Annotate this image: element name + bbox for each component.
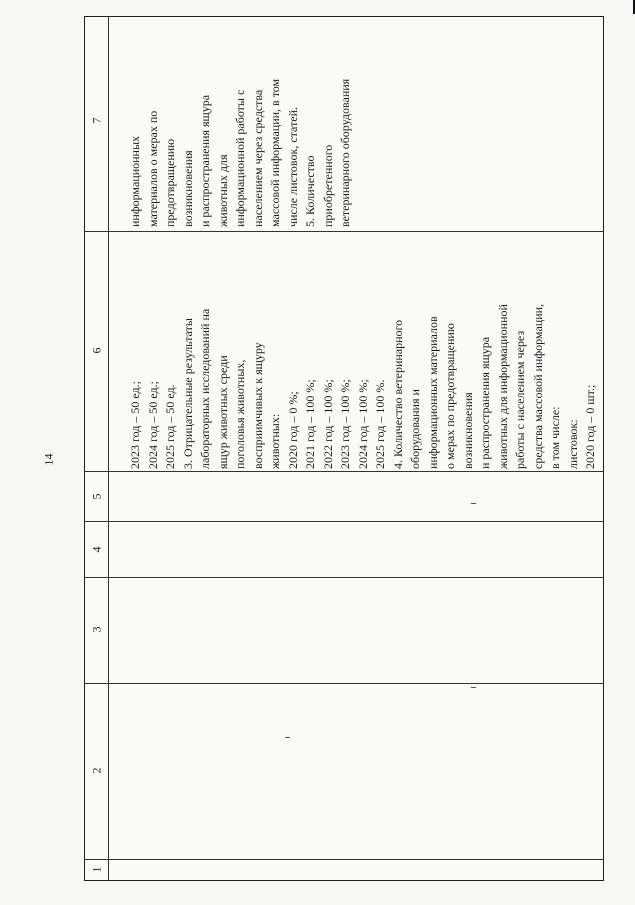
column-5-band (85, 472, 603, 522)
column-7-line: 5. Количество (303, 155, 317, 227)
scan-mark (285, 737, 290, 738)
column-6-line: 2020 год – 0 шт.; (583, 384, 597, 469)
column-7-line: информационных (128, 135, 142, 227)
column-6-line: восприимчивых к ящуру (250, 342, 265, 469)
column-6-line: 2022 год – 100 %; (320, 379, 335, 469)
document-table (84, 16, 604, 881)
column-6-line: поголовья животных, (233, 359, 247, 469)
column-6-line: 2023 год – 100 %; (338, 379, 352, 469)
column-number-1: 1 (89, 866, 104, 873)
column-6-line: животных: (268, 413, 282, 469)
column-7-line: приобретенного (320, 144, 335, 227)
column-6-line: листовок: (565, 419, 580, 469)
column-7-text (127, 79, 355, 227)
column-7-line: населением через средства (250, 89, 265, 227)
column-6-line: ящур животных среди (215, 355, 230, 469)
page-corner-mark (627, 0, 635, 14)
column-6-line: о мерах по предотвращению (443, 323, 457, 469)
column-6-line: информационных материалов (425, 316, 440, 469)
column-number-2: 2 (89, 767, 104, 774)
column-6-line: 4. Количество ветеринарного (390, 319, 405, 469)
scan-mark (471, 503, 476, 504)
column-7-line: информационной работы с (233, 89, 247, 227)
column-6-line: 2025 год – 100 %. (373, 379, 387, 469)
column-6-line: возникновения (460, 392, 475, 469)
column-6-line: 2024 год – 50 ед.; (145, 381, 160, 469)
column-6-line: 2020 год – 0 %; (285, 391, 300, 469)
column-number-3: 3 (89, 626, 104, 633)
column-6-line: средства массовой информации, (530, 303, 545, 469)
column-6-line: в том числе: (548, 406, 562, 469)
column-6-text (127, 304, 600, 469)
column-4-band (85, 522, 603, 578)
column-7-line: массовой информации, в том (268, 78, 282, 227)
column-1-band (85, 860, 603, 882)
column-6-line: лабораторных исследований на (198, 308, 212, 469)
column-7-line: предотвращению (163, 138, 177, 227)
page-number: 14 (41, 453, 56, 466)
column-6-line: и распространения ящура (478, 336, 492, 469)
column-number-6: 6 (89, 347, 104, 354)
column-7-line: ветеринарного оборудования (338, 78, 352, 227)
column-6-line: животных для информационной (495, 304, 510, 469)
column-7-line: возникновения (180, 150, 195, 227)
column-7-line: числе листовок, статей. (285, 106, 300, 227)
column-7-line: и распространения ящура (198, 94, 212, 227)
column-6-line: 2023 год – 50 ед.; (128, 381, 142, 469)
column-6-line: работы с населением через (513, 330, 527, 469)
column-6-line: 2021 год – 100 %; (303, 379, 317, 469)
column-2-band (85, 684, 603, 860)
column-3-band (85, 578, 603, 684)
column-number-5: 5 (89, 493, 104, 500)
column-7-line: животных для (215, 154, 230, 227)
column-6-line: оборудования и (408, 389, 422, 469)
column-number-4: 4 (89, 546, 104, 553)
column-number-7: 7 (89, 117, 104, 124)
column-6-line: 3. Отрицательные результаты (180, 318, 195, 469)
column-6-line: 2024 год – 100 %; (355, 379, 370, 469)
column-7-line: материалов о мерах по (145, 110, 160, 227)
scan-mark (471, 687, 476, 688)
column-6-line: 2025 год – 50 ед. (163, 384, 177, 469)
